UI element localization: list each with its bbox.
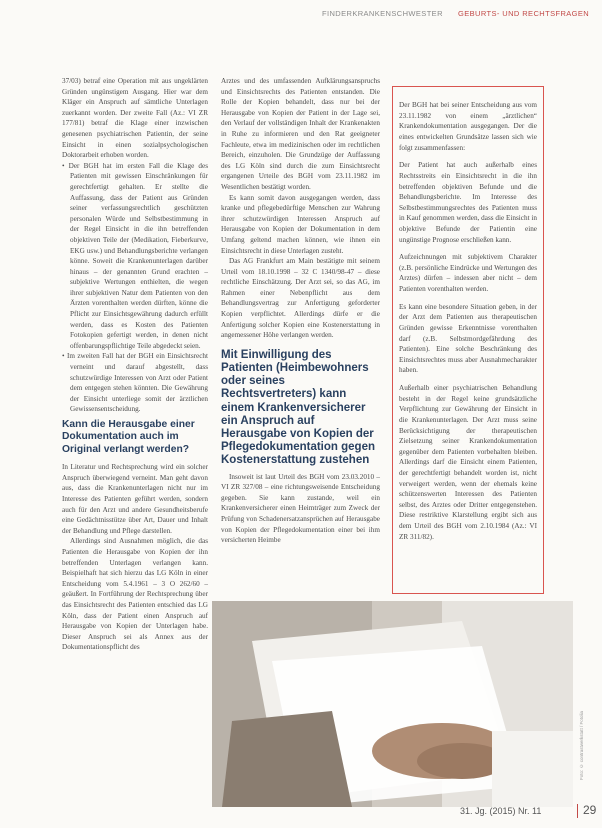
box-paragraph-2: Der Patient hat auch außerhalb eines Rechtsstreits ein Einsichtsrecht in die ihn betreffenden objektiven Befunde und die Behandlungsberichte. Im Interesse des Selbstbestimmungsrechtes des Patienten muss in Kauf genommen werden, dass die Einsicht in objektive Befunde der Patientin eine ungünstige Prognose erschließen kann. [399, 161, 537, 244]
header-section: FINDERKRANKENSCHWESTER [322, 9, 443, 18]
box-paragraph-4: Es kann eine besondere Situation geben, in der der Arzt dem Patienten aus therapeutischen Gründen gewisse Erkenntnisse vorenthalten darf (z.B. Selbstmordgefährdung des Patienten). Eine solche Beschränkung des Einsichtsrechtes muss aber Ausnahmecharakter haben. [399, 302, 537, 375]
col2-subheading: Mit Einwilligung des Patienten (Heimbewohners oder seines Rechtsvertreters) kann einem Krankenversicherer ein Anspruch auf Herausgabe von Kopien der Pflegedokumentation gegen Kostenerstattung zustehen [221, 348, 375, 467]
document-photo [212, 601, 573, 807]
box-paragraph-5: Außerhalb einer psychiatrischen Behandlung besteht in der Regel keine grundsätzliche Verpflichtung zur Gewährung der Einsicht in die Krankenunterlagen. Der Arzt muss seine Berücksichtigung der therapeutischen Zielsetzung seiner Krankendokumentation gegenüber dem Patienten vorbehalten bleiben. Allerdings darf die Einsicht einem Patienten, der gerechtfertigt behandelt worden ist, nicht verweigert werden, wenn der ehemals keine schützenswerten Interessen des Patienten selbst, des Arztes oder Dritter entgegenstehen. Diese restriktive Klarstellung ergibt sich aus dem Urteil des BGH vom 2.10.1984 (Az.: VI ZR 311/82). [399, 384, 537, 541]
info-box [392, 86, 544, 594]
box-paragraph-1: Der BGH hat bei seiner Entscheidung aus vom 23.11.1982 von einem „ärztlichen“ Krankendokumentation ausgegangen. Der die eines entwickelten Grundsätze lassen sich wie folgt zusammenfassen: [399, 101, 537, 152]
box-paragraph-3: Aufzeichnungen mit subjektivem Charakter (z.B. persönliche Eindrücke und Wertungen des Arztes) dürfen – indessen aber nicht – dem Patienten vorenthalten werden. [399, 253, 537, 294]
col1-bullet-2-text: Im zweiten Fall hat der BGH ein Einsichtsrecht verneint und darauf abgestellt, dass schutzwürdige Interessen von Arzt oder Patient dem entgegen stehen könnten. Die Gewährung der Einsicht unterliege somit der ärztlichen Gewissensentscheidung. [66, 352, 208, 414]
footer-divider [577, 804, 578, 818]
header-topic: GEBURTS- UND RECHTSFRAGEN [458, 9, 590, 18]
page-number: 29 [583, 803, 597, 817]
photo-credit: Foto: © contrastwerkstatt / Fotolia [579, 710, 584, 780]
photo-illustration [212, 601, 573, 807]
col1-paragraph: 37/03) betraf eine Operation mit aus ungeklärten Gründen ungünstigem Ausgang. Hier war dem Kläger ein Anspruch auf sämtliche Unterlagen zuerkannt worden. Der zweite Fall (Az.: VI ZR 177/81) betraf die Klage einer inzwischen genesenen psychiatrischen Patientin, der seine Einsicht in einen sozialpsychologischen Doktorarbeit erhoben worden. [62, 77, 208, 160]
col1-paragraph-3: Allerdings sind Ausnahmen möglich, die das Patienten die Herausgabe von Kopien der ihn betreffenden Unterlagen verlangen kann. Beispielhaft hat sich hierzu das LG Köln in einer Entscheidung vom 5.4.1961 – 3 O 262/60 – geäußert. In Fortführung der Rechtsprechung über das Einsichtsrecht des Patienten entschied das LG Köln, dass der Patient einen Anspruch auf Herausgabe von Kopien der Unterlagen habe. Dieser Anspruch sei als Annex aus der Dokumentationspflicht des [62, 537, 208, 652]
col2-paragraph-2: Es kann somit davon ausgegangen werden, dass kranke und pflegebedürftige Menschen zur Wahrung ihrer schutzwürdigen Interessen Anspruch auf Herausgabe von Kopien der Dokumentation in dem Umfang geltend machen können, wie ihnen ein Einsichtsrecht in diese Unterlagen zusteht. [221, 193, 380, 255]
col2-paragraph-4: Insoweit ist laut Urteil des BGH vom 23.03.2010 – VI ZR 327/08 – eine richtungsweisende Entscheidung gegeben. Sie kann zustande, weil ein Krankenversicherer einen Heimträger zum Zweck der Prüfung von Schadenersatzansprüchen auf Herausgabe von Kopien der Pflegedokumentation einer bei ihm versicherten Heimbe [221, 472, 380, 545]
col1-paragraph-2: In Literatur und Rechtsprechung wird ein solcher Anspruch überwiegend verneint. Man geht davon aus, dass die Krankenunterlagen nicht nur im Interesse des Patienten geführt werden, sondern auch für den Arzt und andere Gesundheitsberufe eine Gedächtnisstütze über Art, Dauer und Inhalt der Behandlung und Pflege darstellen. [62, 463, 208, 535]
col1-bullet-2: • Im zweiten Fall hat der BGH ein Einsichtsrecht verneint und darauf abgestellt, dass schutzwürdige Interessen von Arzt oder Patient dem entgegen stehen könnten. Die Gewährung der Einsicht unterliege somit der ärztlichen Gewissensentscheidung. [62, 352, 208, 414]
col1-subheading: Kann die Herausgabe einer Dokumentation auch im Original verlangt werden? [62, 419, 195, 455]
col1-bullet-1-text: Der BGH hat im ersten Fall die Klage des Patienten mit gewissen Einschränkungen für gerechtfertigt gehalten. Er stellte die Auffassung, dass der Patient aus Gründen seiner verfassungsrechtlich geschützten personalen Würde und Selbstbestimmung in der Regel Einsicht in die ihn betreffenden objektiven Teile der (Medikation, Fieberkurve, EKG usw.) und Behandlungsberichte verlangen könne. Soweit die Krankenunterlagen darüber hinaus – der genannten Grund erachten – subjektive Wertungen enthielten, die wegen ihrer subjektiven Natur dem Patienten von den Ärzten vorenthalten werden dürften, könne die Pflicht zur Einsichtsgewährung dadurch erfüllt werden, dass es Kosten des Patienten Fotokopien gefertigt werden, in denen nicht offenbarungspflichtige Teile abgedeckt seien. [68, 161, 208, 350]
running-header [0, 8, 602, 22]
info-box-text [399, 100, 537, 542]
column-2 [221, 76, 380, 546]
col1-bullet-1: • Der BGH hat im ersten Fall die Klage des Patienten mit gewissen Einschränkungen für gerechtfertigt gehalten. Er stellte die Auffassung, dass der Patient aus Gründen seiner verfassungsrechtlich geschützten personalen Würde und Selbstbestimmung in der Regel Einsicht in die ihn betreffenden objektiven Teile der (Medikation, Fieberkurve, EKG usw.) und Behandlungsberichte verlangen könne. Soweit die Krankenunterlagen darüber hinaus – der genannten Grund erachten – subjektive Wertungen enthielten, die wegen ihrer subjektiven Natur dem Patienten von den Ärzten vorenthalten werden dürften, könne die Pflicht zur Einsichtsgewährung dadurch erfüllt werden, dass es Kosten des Patienten Fotokopien gefertigt werden, in denen nicht offenbarungspflichtige Teile abgedeckt seien. [62, 161, 208, 350]
issue-info: 31. Jg. (2015) Nr. 11 [460, 806, 542, 816]
col2-paragraph-1: Arztes und des umfassenden Aufklärungsanspruchs und Einsichtsrechts des Patienten entstanden. Die Rolle der Kopien behandelt, dass nur bei der Herausgabe von Kopien der Patient in der Lage sei, den Verlauf der vollständigen Inhalt der Krankenakten in Ruhe zu informieren und den Rat geeigneter Fachleute, etwa im medizinischen oder im rechtlichen Bereich, einzuholen. Die Grundzüge der Auffassung des LG Köln sind durch die zum Einsichtsrecht ergangenen Urteile des BGH vom 23.11.1982 im Wesentlichen bestätigt worden. [221, 77, 380, 191]
column-1 [62, 76, 208, 653]
col2-paragraph-3: Das AG Frankfurt am Main bestätigte mit seinem Urteil vom 18.10.1998 – 32 C 1340/98-47 – diese rechtliche Einschätzung. Der Arzt sei, so das AG, im Rahmen einer Nebenpflicht aus dem Behandlungsvertrag zur Anfertigung geforderter Kopien verpflichtet. Allerdings dürfe er die Anfertigung solcher Kopien eine Kostenerstattung in angemessener Höhe verlangen werden. [221, 257, 380, 340]
